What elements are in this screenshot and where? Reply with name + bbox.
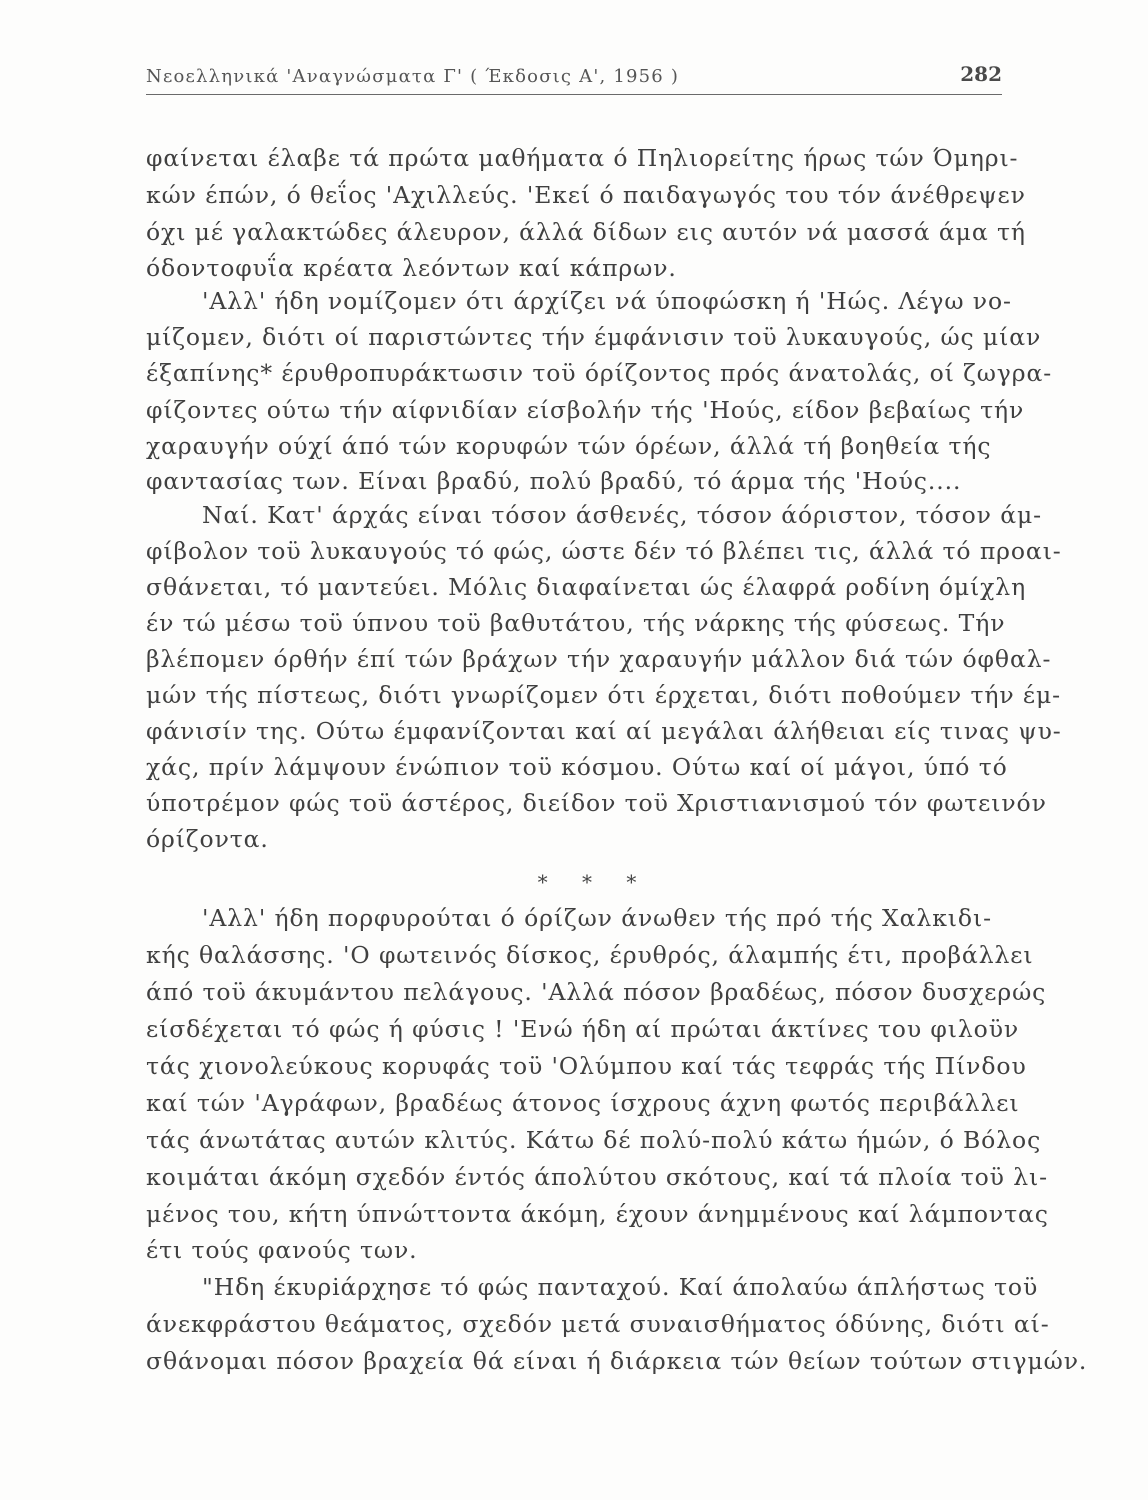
text-line: 'Αλλ' ήδη νομίζομεν ότι άρχίζει νά ύποφώσκη ή 'Ηώς. Λέγω νο- (202, 287, 1012, 315)
text-line: "Ηδη έκυρiάρχησε τό φώς πανταχού. Καί άπολαύω άπλήστως τοϋ (202, 1273, 1039, 1301)
running-title: Νεοελληνικά 'Αναγνώσματα Γ' ( Έκδοσις Α', 1956 ) (146, 66, 680, 87)
running-header (146, 60, 1002, 95)
text-line: όρίζοντα. (146, 825, 269, 853)
text-line: σθάνομαι πόσον βραχεία θά είναι ή διάρκεια τών θείων τούτων στιγμών. (146, 1347, 1088, 1375)
text-line: κών έπών, ό θεΐος 'Αχιλλεύς. 'Εκεί ό παιδαγωγός του τόν άνέθρεψεν (146, 181, 1026, 209)
text-line: μίζομεν, διότι οί παριστώντες τήν έμφάνισιν τοϋ λυκαυγούς, ώς μίαν (146, 323, 1042, 351)
text-line: είσδέχεται τό φώς ή φύσις ! 'Ενώ ήδη αί πρώται άκτίνες του φιλοϋν (146, 1015, 1020, 1043)
text-line: φίβολον τοϋ λυκαυγούς τό φώς, ώστε δέν τό βλέπει τις, άλλά τό προαι- (146, 537, 1062, 565)
text-line: έτι τούς φανούς των. (146, 1236, 418, 1264)
text-line: Ναί. Κατ' άρχάς είναι τόσον άσθενές, τόσον άόριστον, τόσον άμ- (202, 501, 1043, 529)
text-line: 'Αλλ' ήδη πορφυρούται ό όρίζων άνωθεν τής πρό τής Χαλκιδι- (202, 904, 992, 932)
text-line: όδοντοφυΐα κρέατα λεόντων καί κάπρων. (146, 254, 677, 282)
text-line: φαίνεται έλαβε τά πρώτα μαθήματα ό Πηλιορείτης ήρως τών Όμηρι- (146, 144, 1019, 172)
text-line: φίζοντες ούτω τήν αίφνιδίαν είσβολήν τής 'Ηούς, είδον βεβαίως τήν (146, 396, 1025, 424)
text-line: μένος του, κήτη ύπνώττοντα άκόμη, έχουν άνημμένους καί λάμποντας (146, 1200, 1049, 1228)
text-line: τάς χιονολεύκους κορυφάς τοϋ 'Ολύμπου καί τάς τεφράς τής Πίνδου (146, 1052, 1027, 1080)
text-line: άπό τοϋ άκυμάντου πελάγους. 'Αλλά πόσον βραδέως, πόσον δυσχερώς (146, 978, 1047, 1006)
text-line: άνεκφράστου θεάματος, σχεδόν μετά συναισθήματος όδύνης, διότι αί- (146, 1310, 1050, 1338)
text-line: όχι μέ γαλακτώδες άλευρον, άλλά δίδων εις αυτόν νά μασσά άμα τή (146, 218, 1026, 246)
text-line: βλέπομεν όρθήν έπί τών βράχων τήν χαραυγήν μάλλον διά τών όφθαλ- (146, 645, 1052, 673)
text-line: φάνισίν της. Ούτω έμφανίζονται καί αί μεγάλαι άλήθειαι είς τινας ψυ- (146, 717, 1062, 745)
text-line: κοιμάται άκόμη σχεδόν έντός άπολύτου σκότους, καί τά πλοία τοϋ λι- (146, 1163, 1048, 1191)
text-line: ύποτρέμον φώς τοϋ άστέρος, διείδον τοϋ Χριστιανισμού τόν φωτεινόν (146, 789, 1047, 817)
text-line: καί τών 'Αγράφων, βραδέως άτονος ίσχρους άχνη φωτός περιβάλλει (146, 1089, 1020, 1117)
text-line: έν τώ μέσω τοϋ ύπνου τοϋ βαθυτάτου, τής νάρκης τής φύσεως. Τήν (146, 609, 1006, 637)
section-separator: * * * (537, 870, 651, 894)
text-line: φαντασίας των. Είναι βραδύ, πολύ βραδύ, τό άρμα τής 'Ηούς.... (146, 467, 962, 495)
text-line: έξαπίνης* έρυθροπυράκτωσιν τοϋ όρίζοντος πρός άνατολάς, οί ζωγρα- (146, 359, 1053, 387)
text-line: κής θαλάσσης. 'Ο φωτεινός δίσκος, έρυθρός, άλαμπής έτι, προβάλλει (146, 941, 1034, 969)
page-number: 282 (960, 62, 1002, 86)
text-line: χάς, πρίν λάμψουν ένώπιον τοϋ κόσμου. Ούτω καί οί μάγοι, ύπό τό (146, 753, 1008, 781)
text-line: χαραυγήν ούχί άπό τών κορυφών τών όρέων, άλλά τή βοηθεία τής (146, 432, 992, 460)
text-line: μών τής πίστεως, διότι γνωρίζομεν ότι έρχεται, διότι ποθούμεν τήν έμ- (146, 681, 1062, 709)
text-line: σθάνεται, τό μαντεύει. Μόλις διαφαίνεται ώς έλαφρά ροδίνη όμίχλη (146, 573, 1027, 601)
text-line: τάς άνωτάτας αυτών κλιτύς. Κάτω δέ πολύ-πολύ κάτω ήμών, ό Βόλος (146, 1126, 1042, 1154)
